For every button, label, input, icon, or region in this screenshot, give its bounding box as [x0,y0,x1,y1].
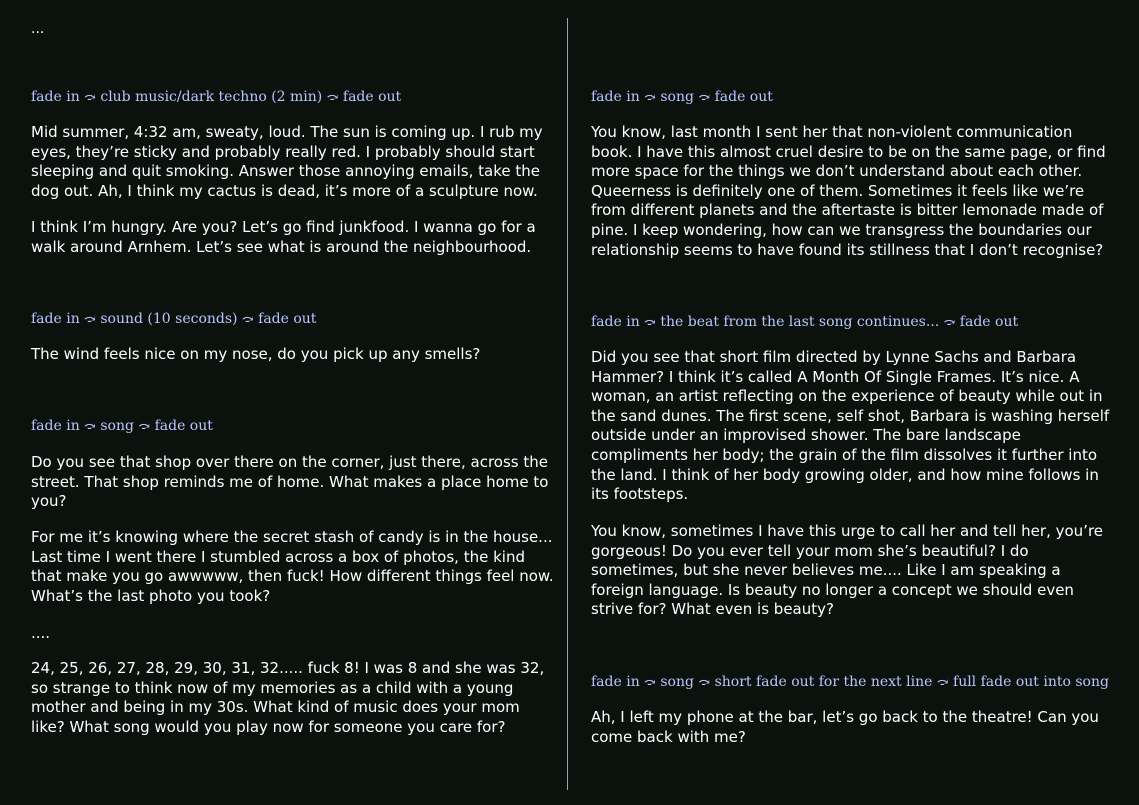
audio-cue: fade in ⤼ the beat from the last song continues... ⤼ fade out [591,314,1019,330]
paragraph: The wind feels nice on my nose, do you pick up any smells? [31,345,481,363]
paragraph: For me it’s knowing where the secret stash of candy is in the house... Last time I went there I stumbled across a box of photos, the kind that make you go awwwww, then fuck! How different things feel now. What’s the last photo you took? [31,528,554,605]
ellipsis-top: ... [31,21,45,37]
audio-cue: fade in ⤼ song ⤼ fade out [31,418,213,434]
paragraph: Do you see that shop over there on the corner, just there, across the street. That shop reminds me of home. What makes a place home to you? [31,453,549,511]
paragraph: Did you see that short film directed by Lynne Sachs and Barbara Hammer? I think it’s called A Month Of Single Frames. It’s nice. A woman, an artist reflecting on the experience of beauty while out in the sand dunes. The first scene, self shot, Barbara is washing herself outside under an improvised shower. The bare landscape compliments her body; the grain of the film dissolves it further into the land. I think of her body growing older, and how mine follows in its footsteps. [591,348,1110,504]
audio-cue: fade in ⤼ song ⤼ fade out [591,89,773,105]
paragraph: Ah, I left my phone at the bar, let’s go back to the theatre! Can you come back with me? [591,708,1099,746]
paragraph: I think I’m hungry. Are you? Let’s go find junkfood. I wanna go for a walk around Arnhem. Let’s see what is around the neighbourhood. [31,218,536,256]
paragraph: 24, 25, 26, 27, 28, 29, 30, 31, 32..... fuck 8! I was 8 and she was 32, so strange to think now of my memories as a child with a young mother and being in my 30s. What kind of music does your mom like? What song would you play now for someone you care for? [31,659,545,736]
paragraph: You know, last month I sent her that non-violent communication book. I have this almost cruel desire to be on the same page, or find more space for the things we don’t understand about each other. Queerness is definitely one of them. Sometimes it feels like we’re from different planets and the aftertaste is bitter lemonade made of pine. I keep wondering, how can we transgress the boundaries our relationship seems to have found its stillness that I don’t recognise? [591,123,1106,259]
audio-cue: fade in ⤼ song ⤼ short fade out for the next line ⤼ full fade out into song [591,674,1109,690]
ellipsis-separator: .... [31,624,51,642]
paragraph: You know, sometimes I have this urge to call her and tell her, you’re gorgeous! Do you ever tell your mom she’s beautiful? I do sometimes, but she never believes me.... Like I am speaking a foreign language. Is beauty no longer a concept we should even strive for? What even is beauty? [591,522,1104,619]
column-divider [567,18,568,790]
paragraph: Mid summer, 4:32 am, sweaty, loud. The sun is coming up. I rub my eyes, they’re sticky and probably really red. I probably should start sleeping and quit smoking. Answer those annoying emails, take the dog out. Ah, I think my cactus is dead, it’s more of a sculpture now. [31,123,543,200]
audio-cue: fade in ⤼ sound (10 seconds) ⤼ fade out [31,311,317,327]
audio-cue: fade in ⤼ club music/dark techno (2 min) ⤼ fade out [31,89,402,105]
